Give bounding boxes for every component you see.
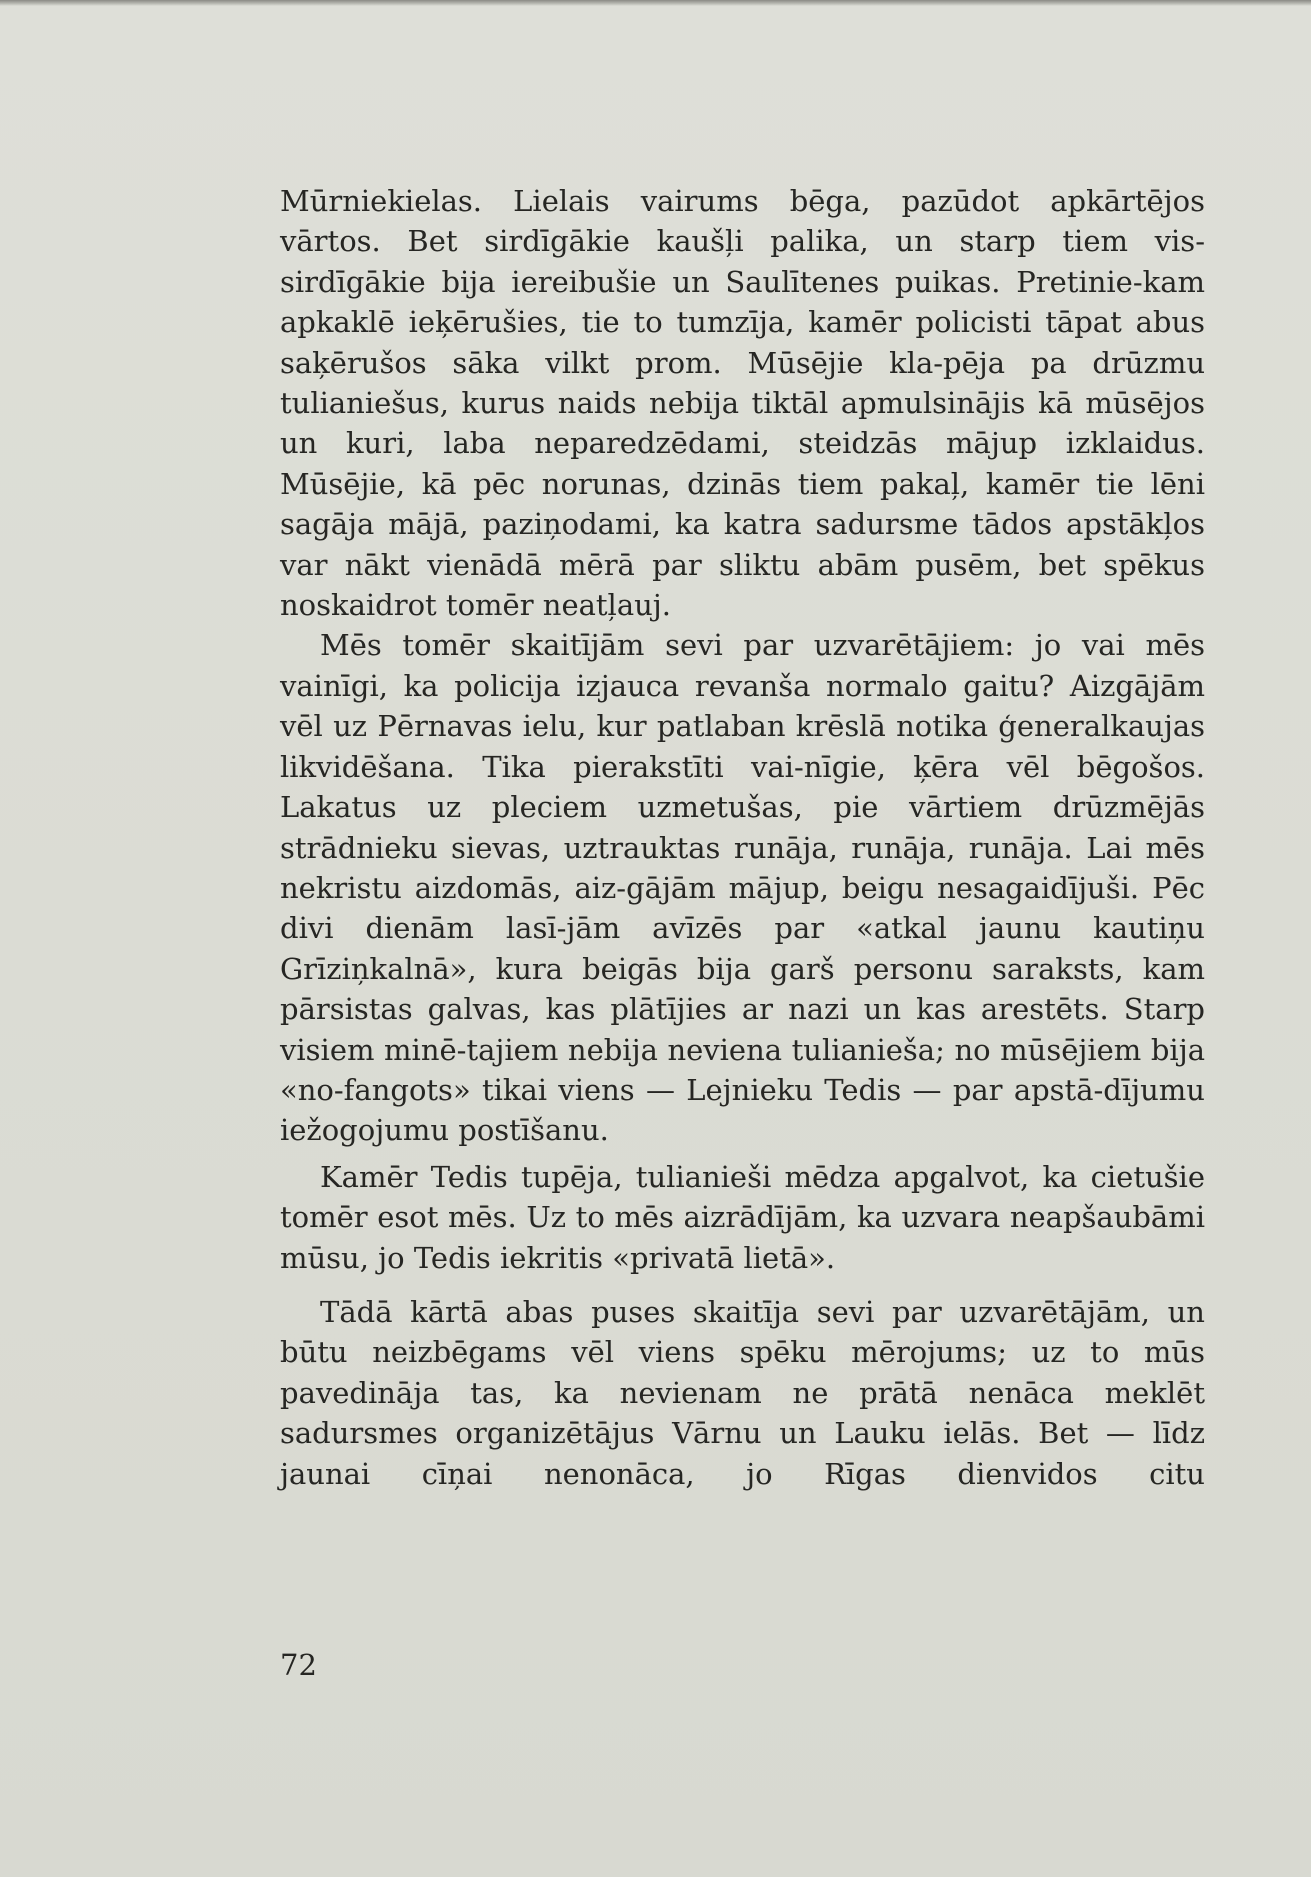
page-number: 72	[280, 1648, 317, 1682]
page-top-edge	[0, 0, 1311, 6]
paragraph-1: Mūrniekielas. Lielais vairums bēga, pazūdot apkārtējos vārtos. Bet sirdīgākie kaušļi palika, un starp tiem vis-sirdīgākie bija iereibušie un Saulītenes puikas. Pretinie-kam apkaklē ieķērušies, tie to tumzīja, kamēr policisti tāpat abus saķērušos sāka vilkt prom. Mūsējie kla-pēja pa drūzmu tulianiešus, kurus naids nebija tiktāl apmulsinājis kā mūsējos un kuri, laba neparedzēdami, steidzās mājup izklaidus. Mūsējie, kā pēc norunas, dzinās tiem pakaļ, kamēr tie lēni sagāja mājā, paziņodami, ka katra sadursme tādos apstākļos var nākt vienādā mērā par sliktu abām pusēm, bet spēkus noskaidrot tomēr neatļauj.	[280, 184, 1205, 623]
body-text	[280, 181, 1205, 1494]
paragraph-3: Kamēr Tedis tupēja, tulianieši mēdza apgalvot, ka cietušie tomēr esot mēs. Uz to mēs aizrādījām, ka uzvara neapšaubāmi mūsu, jo Tedis iekritis «privatā lietā».	[280, 1159, 1205, 1275]
paragraph-4: Tādā kārtā abas puses skaitīja sevi par uzvarētājām, un būtu neizbēgams vēl viens spēku mērojums; uz to mūs pavedināja tas, ka nevienam ne prātā nenāca meklēt sadursmes organizētājus Vārnu un Lauku ielās. Bet — līdz jaunai cīņai nenonāca, jo Rīgas dienvidos citu	[280, 1294, 1205, 1491]
paragraph-2: Mēs tomēr skaitījām sevi par uzvarētājiem: jo vai mēs vainīgi, ka policija izjauca revanša normalo gaitu? Aizgājām vēl uz Pērnavas ielu, kur patlaban krēslā notika ģeneralkaujas likvidēšana. Tika pierakstīti vai-nīgie, ķēra vēl bēgošos. Lakatus uz pleciem uzmetušas, pie vārtiem drūzmējās strādnieku sievas, uztrauktas runāja, runāja, runāja. Lai mēs nekristu aizdomās, aiz-gājām mājup, beigu nesagaidījuši. Pēc divi dienām lasī-jām avīzēs par «atkal jaunu kautiņu Grīziņkalnā», kura beigās bija garš personu saraksts, kam pārsistas galvas, kas plātījies ar nazi un kas arestēts. Starp visiem minē-tajiem nebija neviena tulianieša; no mūsējiem bija «no-fangots» tikai viens — Lejnieku Tedis — par apstā-dījumu iežogojumu postīšanu.	[280, 628, 1205, 1148]
